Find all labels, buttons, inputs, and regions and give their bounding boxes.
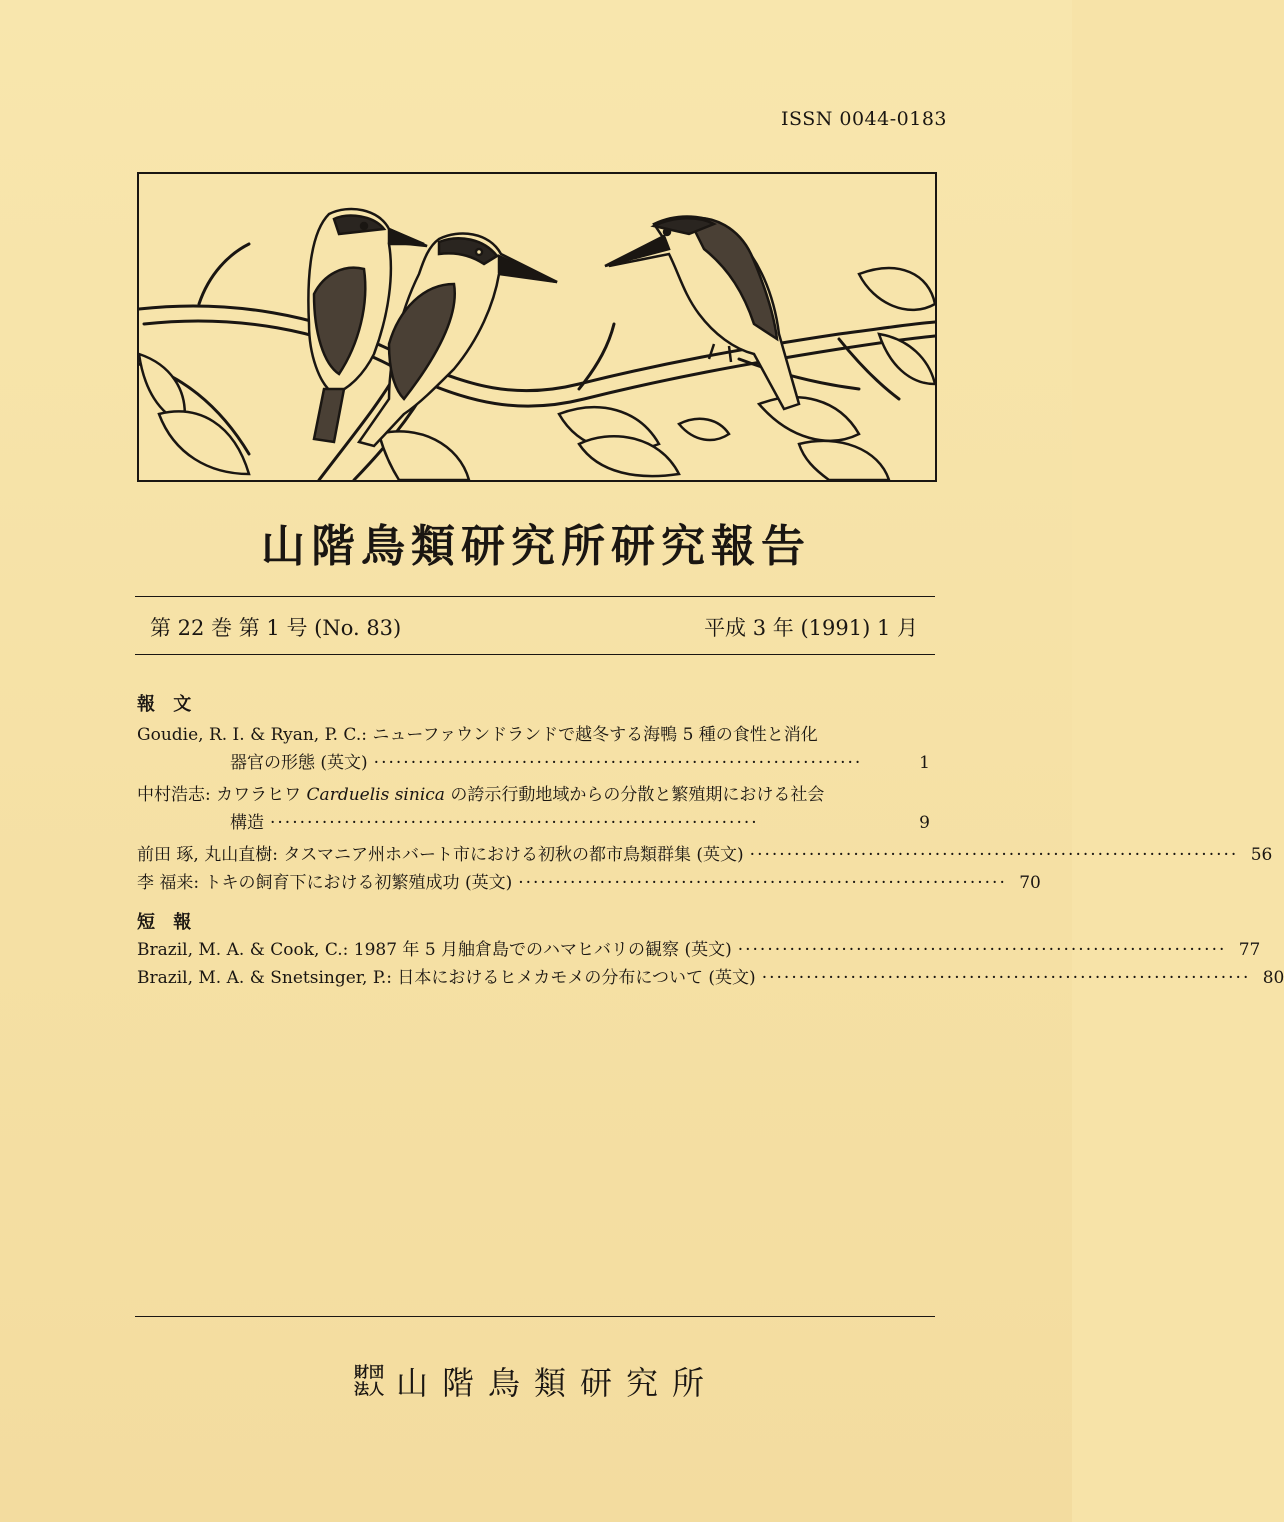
- bottom-rule: [135, 654, 935, 655]
- kingfisher-illustration: [137, 172, 937, 482]
- entry-title: 中村浩志: カワラヒワ: [137, 785, 307, 805]
- papers-heading: 報 文: [137, 694, 198, 715]
- page-number: 80: [1262, 968, 1284, 988]
- dot-leader: ··································································: [270, 813, 759, 833]
- toc-entry[interactable]: [137, 963, 1284, 991]
- notes-heading: 短 報: [137, 912, 198, 933]
- publisher: [0, 1358, 1072, 1404]
- dot-leader: ··································································: [518, 873, 1007, 893]
- entry-title: 李 福来: トキの飼育下における初繁殖成功 (英文): [137, 873, 513, 893]
- toc-entry[interactable]: [137, 935, 1261, 963]
- volume-line: [150, 612, 918, 642]
- dot-leader: ··································································: [761, 968, 1251, 988]
- page-number: 56: [1250, 845, 1273, 865]
- volume-number: 第 22 巻 第 1 号 (No. 83): [150, 616, 402, 640]
- dot-leader: ··································································: [737, 940, 1227, 960]
- publisher-type: 財団 法人: [353, 1363, 384, 1398]
- entry-title-cont: 構造: [230, 813, 264, 833]
- top-rule: [135, 596, 935, 597]
- entry-title: Brazil, M. A. & Snetsinger, P.: 日本におけるヒメカモメの分布について (英文): [137, 968, 756, 988]
- page-number: 9: [919, 813, 930, 833]
- footer-rule: [135, 1316, 935, 1317]
- page-number: 77: [1238, 940, 1261, 960]
- toc-entry[interactable]: [137, 840, 1273, 868]
- page-number: 1: [919, 753, 930, 773]
- entry-title: Goudie, R. I. & Ryan, P. C.: ニューファウンドランドで越冬する海鴨 5 種の食性と消化: [137, 725, 818, 745]
- entry-title-cont: 器官の形態 (英文): [230, 753, 368, 773]
- entry-title: 前田 琢, 丸山直樹: タスマニア州ホバート市における初秋の都市鳥類群集 (英文): [137, 845, 744, 865]
- kingfishers-on-branch-image: [139, 174, 935, 480]
- dot-leader: ··································································: [749, 845, 1239, 865]
- publisher-name: 山階鳥類研究所: [396, 1364, 719, 1402]
- journal-title: 山階鳥類研究所研究報告: [261, 521, 811, 572]
- toc-entry[interactable]: [137, 720, 930, 776]
- issue-date: 平成 3 年 (1991) 1 月: [704, 616, 918, 640]
- issn: ISSN 0044-0183: [781, 108, 947, 130]
- toc-entry[interactable]: [137, 868, 1041, 896]
- dot-leader: ··································································: [373, 753, 863, 773]
- entry-title: Brazil, M. A. & Cook, C.: 1987 年 5 月舳倉島でのハマヒバリの観察 (英文): [137, 940, 732, 960]
- entry-title: の誇示行動地域からの分散と繁殖期における社会: [444, 785, 825, 805]
- toc-entry[interactable]: [137, 780, 930, 836]
- page-number: 70: [1019, 873, 1041, 893]
- species-name: Carduelis sinica: [306, 785, 445, 805]
